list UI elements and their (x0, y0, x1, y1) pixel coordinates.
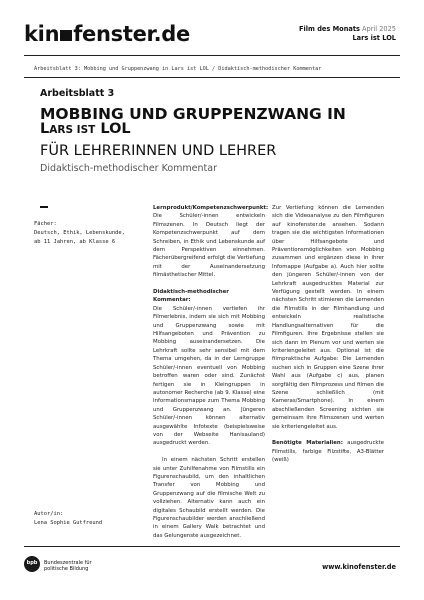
author-label: Autor/in: (34, 511, 64, 517)
section-heading: Didaktisch-methodischer Kommentar: (153, 289, 229, 304)
paragraph: Die Schüler/-innen vertiefen ihr Filmerlebnis, indem sie sich mit Mobbing und Gruppenzwang sowie mit Hilfsangeboten und Prävention zu Mobbing auseinandersetzen. Die Lehrkraft sollte sehr sensibel mit dem Thema umgehen, da in der Lerngruppe Schüler/-innen eventuell von Mobbing betroffen waren oder sind. Zunächst fertigen sie in Kleingruppen in autonomer Recherche (ab 9. Klasse) eine Informationsmappe zum Thema Mobbing und Gruppenzwang an. Jüngeren Schüler/-innen können alternativ ausgewählte Infotexte (beispielsweise von der Webseite Hanisauland) ausgedruckt werden. (153, 305, 265, 447)
bpb-logo-icon[interactable] (24, 556, 40, 572)
column-right (272, 204, 384, 473)
author-name: Lena Sophie Gutfreund (34, 520, 103, 526)
logo-square-icon (60, 30, 72, 41)
paragraph: Die Schüler/-innen entwickeln Filmszenen. In Deutsch liegt der Kompetenzschwerpunkt auf dem Schreiben, in Ethik und Lebenskunde auf dem Perspektiven einnehmen. Fächerübergreifend erfolgt die Vertiefung mit der Auseinandersetzung filmästhetischer Mittel. (153, 213, 265, 279)
subjects-line: Deutsch, Ethik, Lebenskunde, (34, 230, 125, 236)
page-subtitle: Didaktisch-methodischer Kommentar (40, 163, 217, 174)
subjects-label: Fächer: (34, 221, 57, 227)
column-middle (153, 204, 269, 549)
film-of-month-date: April 2025 (362, 25, 396, 33)
bpb-name (44, 560, 92, 572)
header-divider (24, 55, 400, 56)
footer-url-link[interactable]: www.kinofenster.de (322, 563, 396, 571)
film-title-smallcaps: ARS IST (49, 124, 96, 136)
film-of-month-info (299, 25, 396, 43)
kinofenster-logo[interactable] (24, 22, 190, 46)
section-heading: Benötigte Materialien: (272, 440, 343, 447)
film-title-initial: L (40, 121, 50, 137)
page-audience: FÜR LEHRERINNEN UND LEHRER (40, 143, 277, 159)
logo-text-start: kin (24, 22, 60, 46)
worksheet-label: Arbeitsblatt 3 (40, 88, 115, 99)
bpb-logo-text: bpb (26, 560, 38, 566)
subjects-line: ab 11 Jahren, ab Klasse 6 (34, 239, 116, 245)
paragraph: ausgedruckte Filmstills, farbige Filzstifte, A3-Blätter (weiß) (272, 440, 384, 464)
subjects-block (34, 220, 144, 247)
sidebar-dash (40, 206, 48, 208)
bpb-name-line: Bundeszentrale für (44, 560, 92, 566)
breadcrumb-divider (24, 77, 400, 78)
paragraph: Zur Vertiefung können die Lernenden sich die Videoanalyse zu den Filmfiguren auf kinofenster.de ansehen. Sodann tragen sie die wichtigsten Informationen über Hilfsangebote und Präventionsmöglichkeiten von Mobbing zusammen und ergänzen diese in ihrer Infomappe (Aufgabe a). Auch hier sollte den jüngeren Schüler/-innen von der Lehrkraft ausgedrucktes Material zur Verfügung gestellt werden. In einem nächsten Schritt stimieren die Lernenden die Filmstills in der Filmhandlung und entwickeln realistische Handlungsalternativen für die Filmfiguren. Ihre Ergebnisse stellen sie sich dann im Plenum vor und werten sie kriteriengeleitet aus. Optional ist die filmpraktische Aufgabe: Die Lernenden suchen sich in Gruppen eine Szene ihrer Wahl aus (Aufgabe c) aus, planen sorgfältig den Filmprozess und filmen die Szene schließlich (mit Kameras/Smartphone). In einem abschließenden Screening sichten sie gemeinsam ihre Filmszenen und werten sie kriteriengeleitet aus. (272, 205, 384, 430)
paragraph: In einem nächsten Schritt erstellen sie unter Zuhilfenahme von Filmstills ein Figurenschaubild, um den inhaltlichen Transfer von Mobbing und Gruppenzwang auf die filmische Welt zu vollziehen. Alternativ kann auch ein digitales Schaubild erstellt werden. Die Figurenschaubilder werden anschließend in einem Gallery Walk betrachtet und das Gelungenste ausgezeichnet. (153, 457, 265, 539)
film-title-end: LOL (95, 121, 131, 137)
film-of-month-label: Film des Monats (299, 25, 360, 33)
film-title: Lars ist LOL (352, 34, 396, 42)
author-block (34, 510, 144, 528)
footer-divider (24, 546, 400, 547)
section-heading: Lernprodukt/Kompetenzschwerpunkt: (153, 205, 269, 211)
bpb-name-line: politische Bildung (44, 566, 89, 573)
logo-text-end: fenster.de (73, 22, 190, 46)
page-title: MOBBING UND GRUPPENZWANG IN (40, 105, 346, 123)
page-title-film (40, 121, 131, 137)
breadcrumb: Arbeitsblatt 3: Mobbing und Gruppenzwang in Lars ist LOL / Didaktisch-methodischer Kommentar (34, 66, 322, 72)
